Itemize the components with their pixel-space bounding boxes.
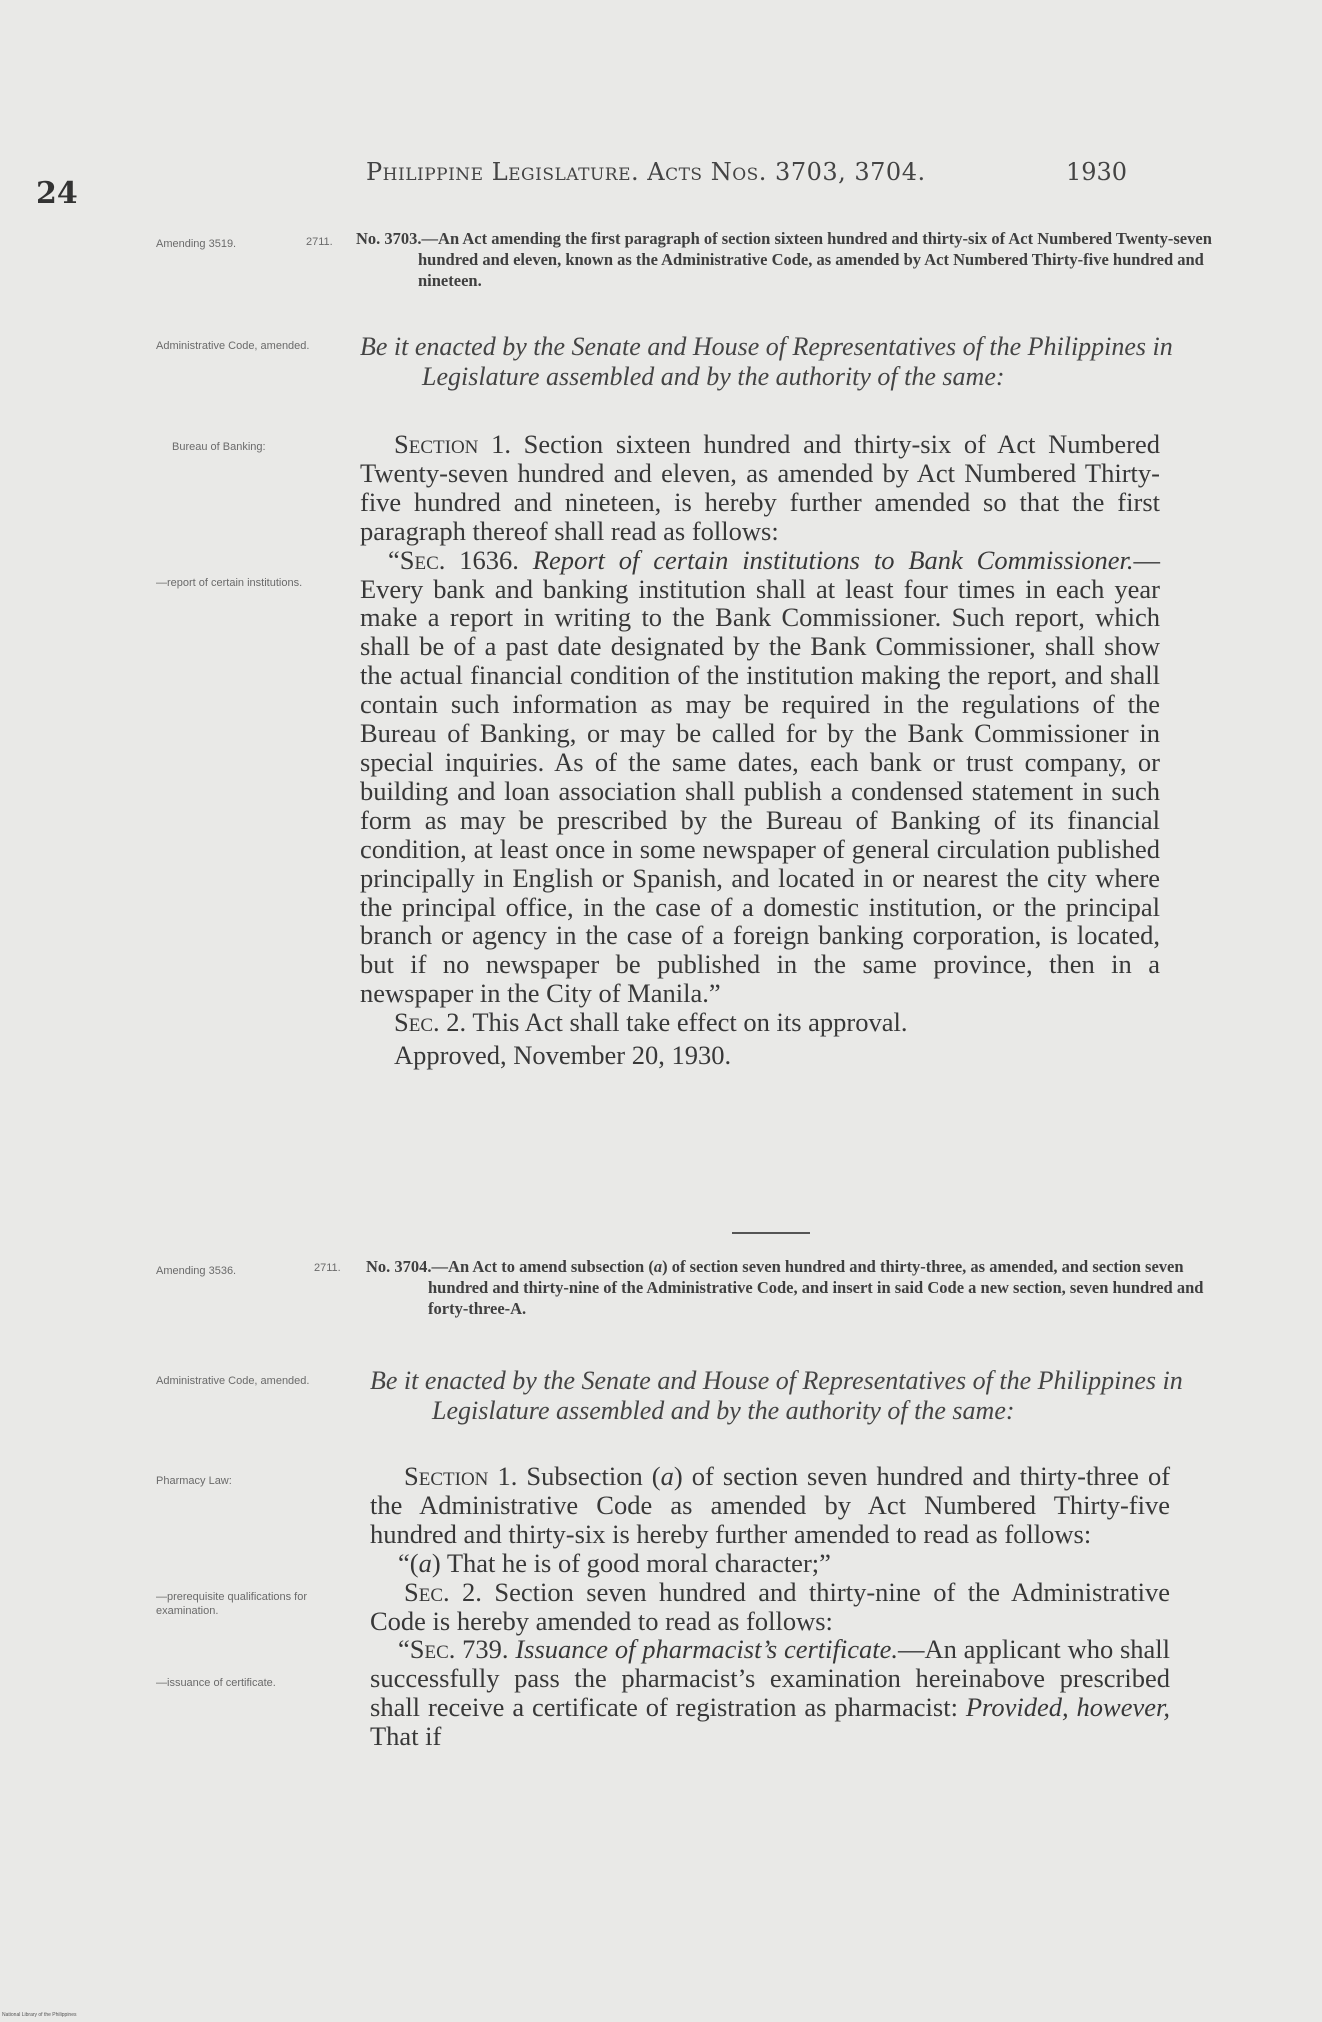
- act-3704-subsection-a: “(a) That he is of good moral character;”: [398, 1547, 831, 1578]
- margin-note-prerequisite: —prerequisite qualifications for examination.: [156, 1591, 308, 1617]
- act-3703-title: No. 3703.—An Act amending the first paragraph of section sixteen hundred and thirty-six of Act Numbered Twenty-seven hundred and eleven, known as the Administrative Code, as amended by Act Numbered Thirty-five hundred and nineteen.: [356, 229, 1212, 290]
- act-3704-enacting-clause: Be it enacted by the Senate and House of Representatives of the Philippines in Legislature assembled and by the authority of the same:: [370, 1366, 1183, 1425]
- act-3703-enacting-clause: Be it enacted by the Senate and House of Representatives of the Philippines in Legislature assembled and by the authority of the same:: [360, 332, 1173, 391]
- page-number: 24: [36, 176, 78, 211]
- footer-credit: National Library of the Philippines: [2, 2012, 77, 2018]
- margin-note-pharmacy-law: Pharmacy Law:: [156, 1475, 232, 1487]
- margin-note-administrative-code-b: Administrative Code, amended.: [156, 1375, 310, 1387]
- running-head: Philippine Legislature. Acts Nos. 3703, 3704.: [366, 158, 926, 186]
- act-3703-section-1636: “Sec. 1636. Report of certain institutions to Bank Commissioner.—Every bank and banking institution shall at least four times in each year make a report in writing to the Bank Commissioner. Such report, which shall be of a past date designated by the Bank Commissioner, shall show the actual financial condition of the institution making the report, and shall contain such information as may be required in the regulations of the Bureau of Banking, or may be called for by the Bank Commissioner in special inquiries. As of the same dates, each bank or trust company, or building and loan association shall publish a condensed statement in such form as may be prescribed by the Bureau of Banking of its financial condition, at least once in some newspaper of general circulation published principally in English or Spanish, and located in or nearest the city where the principal office, in the case of a domestic institution, or the principal branch or agency in the case of a foreign banking corporation, is located, but if no newspaper be published in the same province, then in a newspaper in the City of Manila.”: [360, 544, 1160, 1009]
- margin-note-issuance: —issuance of certificate.: [156, 1677, 276, 1689]
- act-3703-body: [360, 430, 1160, 1070]
- act-3704-title: No. 3704.—An Act to amend subsection (a) of section seven hundred and thirty-three, as amended, and section seven hundred and thirty-nine of the Administrative Code, and insert in said Code a new section, seven hundred and forty-three-A.: [366, 1257, 1204, 1318]
- act-3704-section-739: “Sec. 739. Issuance of pharmacist’s certificate.—An applicant who shall successfully pass the pharmacist’s examination hereinabove prescribed shall receive a certificate of registration as pharmacist: Provided, however, That if: [370, 1634, 1171, 1752]
- margin-note-report-institutions: —report of certain institutions.: [156, 577, 303, 589]
- act-3703-section-2: Sec. 2. This Act shall take effect on its approval.: [394, 1007, 908, 1038]
- margin-ref-2711-b: 2711.: [314, 1262, 341, 1274]
- act-3703-section-1: Section 1. Section sixteen hundred and thirty-six of Act Numbered Twenty-seven hundred and eleven, as amended by Act Numbered Thirty-five hundred and nineteen, is hereby further amended so that the first paragraph thereof shall read as follows:: [360, 429, 1160, 546]
- margin-note-bureau-of-banking: Bureau of Banking:: [172, 441, 266, 453]
- act-3703-approved: Approved, November 20, 1930.: [394, 1040, 732, 1071]
- margin-note-amending-3536: Amending 3536.: [156, 1265, 237, 1277]
- margin-note-administrative-code: Administrative Code, amended.: [156, 340, 310, 352]
- act-3704-section-2: Sec. 2. Section seven hundred and thirty-nine of the Administrative Code is hereby amended to read as follows:: [370, 1576, 1170, 1636]
- act-3704-body: [370, 1462, 1170, 1751]
- section-divider-rule: [732, 1232, 810, 1234]
- margin-ref-2711: 2711.: [306, 236, 333, 248]
- margin-note-amending-3519: Amending 3519.: [156, 238, 237, 250]
- act-3704-section-1: Section 1. Subsection (a) of section seven hundred and thirty-three of the Administrative Code as amended by Act Numbered Thirty-five hundred and thirty-six is hereby further amended to read as follows:: [370, 1461, 1171, 1549]
- running-head-year: 1930: [1066, 158, 1128, 186]
